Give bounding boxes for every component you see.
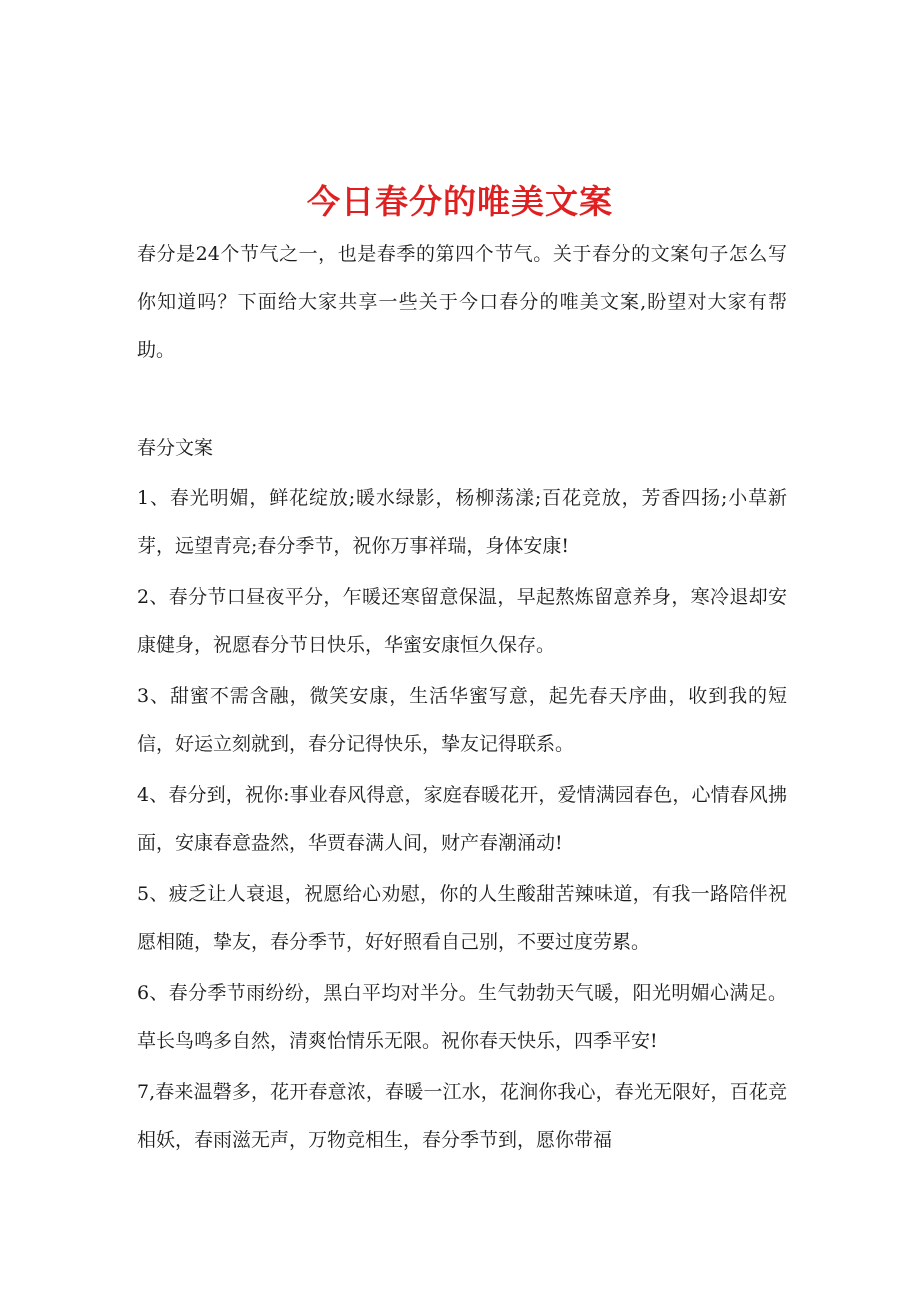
list-item: 1、春光明媚，鲜花绽放;暖水绿影，杨柳荡漾;百花竞放，芳香四扬;小草新芽，远望青亮;春分季节，祝你万事祥瑞，身体安康! bbox=[137, 487, 787, 557]
list-item: 2、春分节口昼夜平分，乍暖还寒留意保温，早起熬炼留意养身，寒冷退却安康健身，祝愿春分节日快乐，华蜜安康恒久保存。 bbox=[137, 586, 787, 656]
list-item: 6、春分季节雨纷纷，黑白平均对半分。生气勃勃天气暖，阳光明媚心满足。草长鸟鸣多自然，清爽怡情乐无限。祝你春天快乐，四季平安! bbox=[137, 982, 787, 1052]
document-title: 今日春分的唯美文案 bbox=[307, 182, 613, 222]
copywriting-list bbox=[137, 474, 787, 1167]
list-item: 5、疲乏让人衰退，祝愿给心劝慰，你的人生酸甜苦辣味道，有我一路陪伴祝愿相随，挚友，春分季节，好好照看自己别，不要过度劳累。 bbox=[137, 883, 787, 953]
section-heading: 春分文案 bbox=[137, 437, 214, 459]
list-item: 7,春来温磬多，花开春意浓，春暖一江水，花涧你我心，春光无限好，百花竞相妖，春雨滋无声，万物竞相生，春分季节到，愿你带福 bbox=[137, 1081, 787, 1151]
intro-paragraph: 春分是24个节气之一，也是春季的第四个节气。关于春分的文案句子怎么写你知道吗？下面给大家共享一些关于今口春分的唯美文案,盼望对大家有帮助。 bbox=[137, 243, 787, 361]
list-item: 3、甜蜜不需含融，微笑安康，生活华蜜写意，起先春天序曲，收到我的短信，好运立刻就到，春分记得快乐，挚友记得联系。 bbox=[137, 685, 787, 755]
list-item: 4、春分到，祝你:事业春风得意，家庭春暖花开，爱情满园春色，心情春风拂面，安康春意盎然，华贾春满人间，财产春潮涌动! bbox=[137, 784, 787, 854]
